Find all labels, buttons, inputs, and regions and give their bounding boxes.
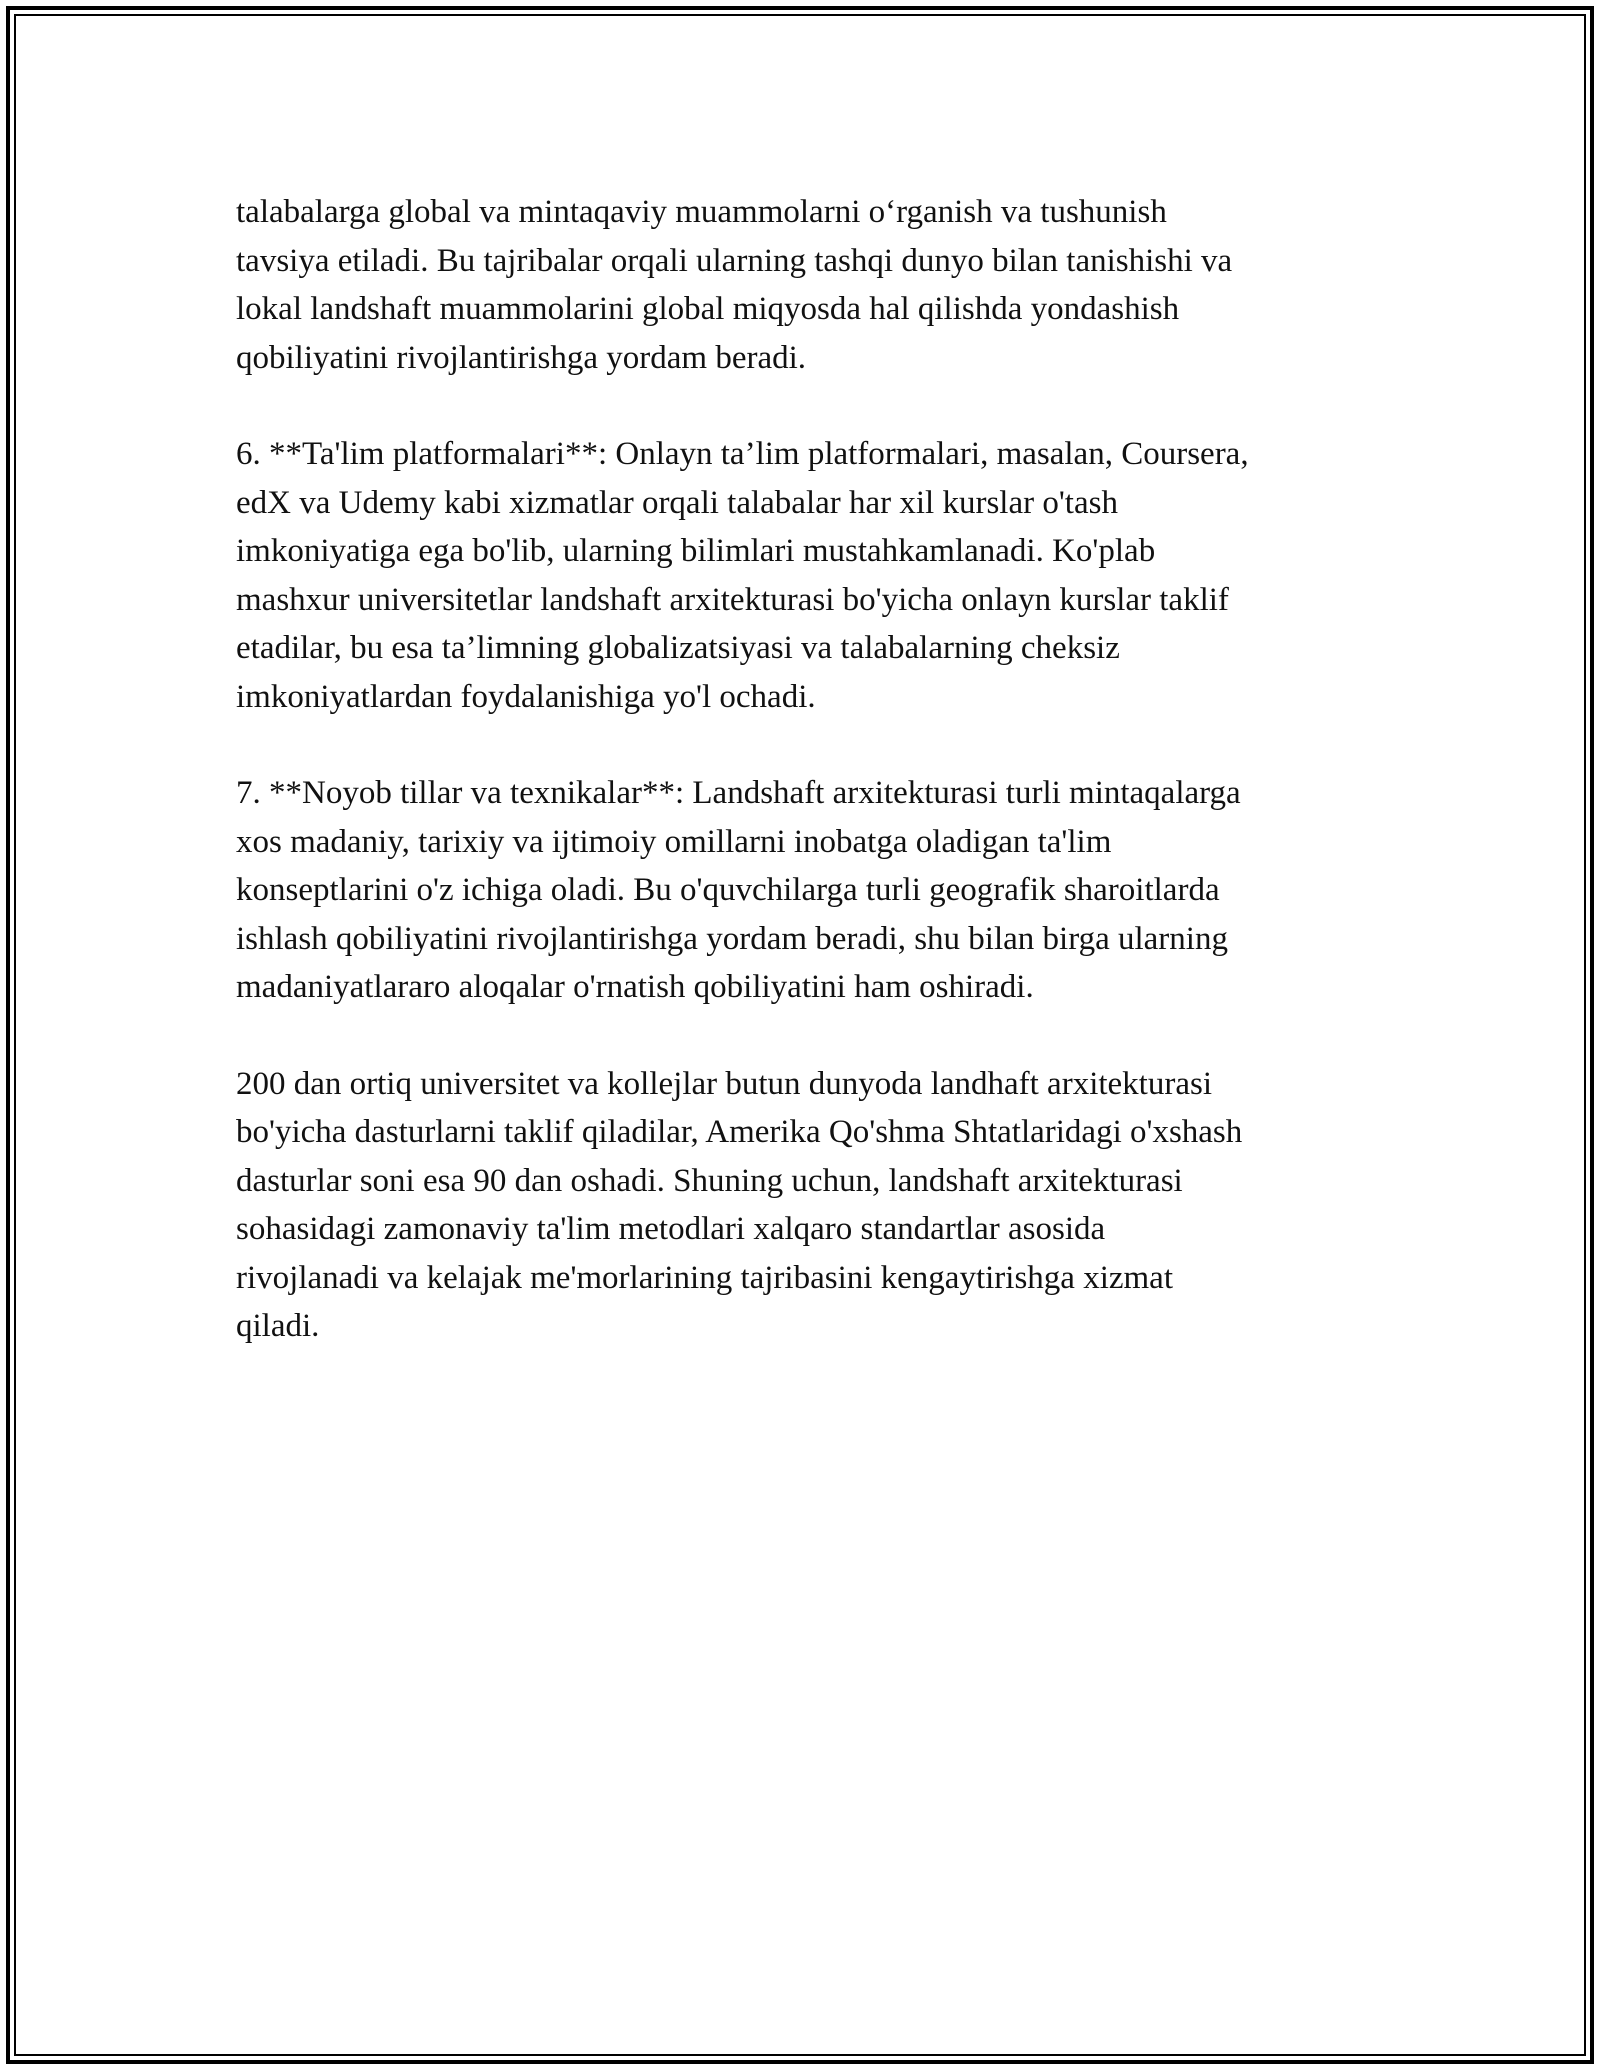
document-body	[236, 188, 1376, 1399]
paragraph-item-6-learning-platforms: 6. **Ta'lim platformalari**: Onlayn ta’lim platformalari, masalan, Coursera, edX va Udemy kabi xizmatlar orqali talabalar har xil kurslar o'tash imkoniyatiga ega bo'lib, ularning bilimlari mustahkamlanadi. Ko'plab mashxur universitetlar landshaft arxitekturasi bo'yicha onlayn kurslar taklif etadilar, bu esa ta’limning globalizatsiyasi va talabalarning cheksiz imkoniyatlardan foydalanishiga yo'l ochadi.	[236, 436, 1249, 715]
paragraph-conclusion: 200 dan ortiq universitet va kollejlar butun dunyoda landhaft arxitekturasi bo'yicha dasturlarni taklif qiladilar, Amerika Qo'shma Shtatlaridagi o'xshash dasturlar soni esa 90 dan oshadi. Shuning uchun, landshaft arxitekturasi sohasidagi zamonaviy ta'lim metodlari xalqaro standartlar asosida rivojlanadi va kelajak me'morlarining tajribasini kengaytirishga xizmat qiladi.	[236, 1065, 1243, 1344]
paragraph-intro-continuation: talabalarga global va mintaqaviy muammolarni o‘rganish va tushunish tavsiya etiladi. Bu tajribalar orqali ularning tashqi dunyo bilan tanishishi va lokal landshaft muammolarini global miqyosda hal qilishda yondashish qobiliyatini rivojlantirishga yordam beradi.	[236, 194, 1233, 376]
paragraph-item-7-unique-languages-techniques: 7. **Noyob tillar va texnikalar**: Landshaft arxitekturasi turli mintaqalarga xos madaniy, tarixiy va ijtimoiy omillarni inobatga oladigan ta'lim konseptlarini o'z ichiga oladi. Bu o'quvchilarga turli geografik sharoitlarda ishlash qobiliyatini rivojlantirishga yordam beradi, shu bilan birga ularning madaniyatlararo aloqalar o'rnatish qobiliyatini ham oshiradi.	[236, 775, 1241, 1005]
